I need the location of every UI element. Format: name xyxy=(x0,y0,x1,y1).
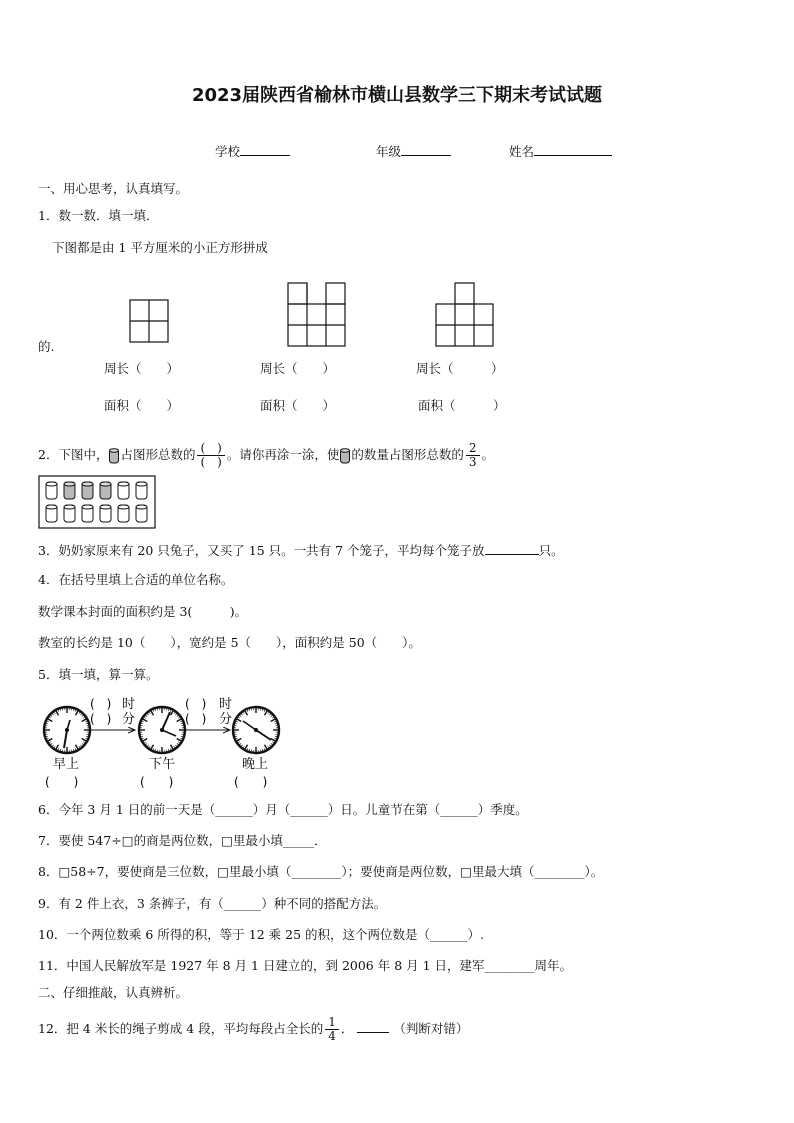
clock-tick xyxy=(168,749,169,751)
q1-perimeter-2[interactable]: 周长（ ） xyxy=(260,361,336,376)
clock-tick xyxy=(174,746,175,748)
arrow1-hour-unit: 时 xyxy=(122,697,136,712)
cylinder-icon[interactable] xyxy=(64,505,75,522)
clock-tick xyxy=(48,719,52,722)
arrow2-hour-unit: 时 xyxy=(219,697,233,712)
grade-label: 年级 xyxy=(376,144,402,159)
clock-tick xyxy=(274,721,276,722)
clock-tick xyxy=(51,715,52,716)
clock-tick xyxy=(85,721,87,722)
clock-tick xyxy=(149,746,150,748)
question-11[interactable]: 11．中国人民解放军是 1927 年 8 月 1 日建立的，到 2006 年 8 月 1 日，建军________周年。 xyxy=(38,958,573,973)
q12-text-c: （判断对错） xyxy=(393,1021,469,1036)
clock-tick xyxy=(240,715,241,716)
clock-tick xyxy=(49,717,51,718)
clock-tick xyxy=(83,742,85,743)
q1-area-1[interactable]: 面积（ ） xyxy=(104,398,180,413)
clock-tick xyxy=(264,748,265,750)
clock-tick xyxy=(56,745,59,749)
cylinder-icon[interactable] xyxy=(82,505,93,522)
clock-tick xyxy=(54,746,55,748)
cylinder-box xyxy=(38,475,156,529)
q2-target-fraction: $\frac{2}{3}$ xyxy=(466,442,480,469)
q12-fraction: $\frac{1}{4}$ xyxy=(325,1016,339,1043)
question-4-label: 4．在括号里填上合适的单位名称。 xyxy=(38,572,234,587)
clock-tick xyxy=(54,712,55,714)
clock-tick xyxy=(245,711,248,715)
clock-tick xyxy=(262,749,263,751)
clock-tick xyxy=(243,712,244,714)
q2-text-d: 的数量占图形总数的 xyxy=(351,447,464,462)
clock-tick xyxy=(153,710,154,712)
arrow1-hour-blank: ( ) xyxy=(90,697,112,711)
clock-tick xyxy=(268,712,269,714)
clock-tick xyxy=(171,711,174,715)
arrow2-minute-unit: 分 xyxy=(219,712,233,727)
clock-tick xyxy=(274,738,276,739)
clock-tick xyxy=(76,711,79,715)
arrow2-minute-blank: ( ) xyxy=(185,712,207,726)
cylinder-icon[interactable] xyxy=(46,482,57,499)
clock-tick xyxy=(60,709,61,711)
q3-blank[interactable] xyxy=(485,541,539,555)
clock-tick xyxy=(171,745,174,749)
q1-area-3[interactable]: 面积（ ） xyxy=(418,398,506,413)
clock1-answer: ( ) xyxy=(45,775,79,789)
clock-tick xyxy=(249,749,250,751)
clock-tick xyxy=(141,736,143,737)
clock-tick xyxy=(240,743,241,744)
question-2 xyxy=(38,442,494,469)
clock3-answer: ( ) xyxy=(234,775,268,789)
question-1-suffix: 的. xyxy=(38,339,55,354)
clock-tick xyxy=(151,745,154,749)
clock-tick xyxy=(238,717,240,718)
clock-tick xyxy=(151,711,154,715)
clock-tick xyxy=(86,736,88,737)
clock-tick xyxy=(177,715,178,716)
clock-tick xyxy=(46,736,48,737)
clock-tick xyxy=(241,745,242,746)
clock-tick xyxy=(271,743,272,744)
clock-tick xyxy=(178,717,180,718)
clock-tick xyxy=(265,745,268,749)
clock-tick xyxy=(181,736,183,737)
clock-tick xyxy=(155,709,156,711)
clock-tick xyxy=(181,723,183,724)
q3-text-b: 只。 xyxy=(538,543,564,558)
clock-tick xyxy=(146,743,147,744)
school-label: 学校 xyxy=(215,144,241,159)
clock-tick xyxy=(82,743,83,744)
clock-tick xyxy=(237,719,241,722)
figure-castle xyxy=(288,283,345,346)
clock-tick xyxy=(241,714,242,715)
clock-tick xyxy=(177,739,181,742)
clock-tick xyxy=(272,742,274,743)
clock-tick xyxy=(51,743,52,744)
clock-tick xyxy=(56,711,59,715)
clock-tick xyxy=(177,719,181,722)
clock2-answer: ( ) xyxy=(140,775,174,789)
q1-perimeter-1[interactable]: 周长（ ） xyxy=(104,361,180,376)
clock-tick xyxy=(48,739,52,742)
clock-tick xyxy=(83,717,85,718)
clock-tick xyxy=(236,738,238,739)
clock-tick xyxy=(153,748,154,750)
question-1-intro: 下图都是由 1 平方厘米的小正方形拼成 xyxy=(52,240,268,255)
clock-tick xyxy=(269,745,270,746)
clock-tick xyxy=(175,745,176,746)
clock-tick xyxy=(46,723,48,724)
section-heading-2: 二、仔细推敲，认真辨析。 xyxy=(38,985,189,1000)
question-8[interactable]: 8．□58÷7，要使商是三位数，□里最小填（________）；要使商是两位数，□里最大填（________）。 xyxy=(38,864,604,879)
cylinder-shaded-icon[interactable] xyxy=(64,482,75,499)
clock-tick xyxy=(235,723,237,724)
clock-tick xyxy=(180,738,182,739)
clock-diagram xyxy=(30,692,300,792)
clock-tick xyxy=(147,745,148,746)
clock-tick xyxy=(143,739,147,742)
clock-tick xyxy=(174,712,175,714)
cylinder-shaded-icon[interactable] xyxy=(100,482,111,499)
clock-tick xyxy=(235,736,237,737)
clock-tick xyxy=(82,739,86,742)
question-1-label: 1．数一数．填一填． xyxy=(38,208,159,223)
question-4-line1[interactable]: 数学课本封面的面积约是 3( )。 xyxy=(38,604,248,619)
clock-tick xyxy=(170,710,171,712)
clock-tick xyxy=(247,748,248,750)
clock-tick xyxy=(52,745,53,746)
question-10[interactable]: 10．一个两位数乘 6 所得的积，等于 12 乘 25 的积，这个两位数是（______）. xyxy=(38,927,484,942)
clock-tick xyxy=(75,710,76,712)
q2-text-a: 2．下图中， xyxy=(38,447,109,462)
clock-tick xyxy=(237,739,241,742)
clock2-label: 下午 xyxy=(149,757,176,772)
q2-answer-fraction[interactable]: $\frac{( )}{( )}$ xyxy=(197,442,224,469)
clock-tick xyxy=(60,749,61,751)
q1-perimeter-3[interactable]: 周长（ ） xyxy=(416,361,504,376)
clock-tick xyxy=(73,749,74,751)
q2-text-b: 占图形总数的 xyxy=(120,447,196,462)
clock-tick xyxy=(168,709,169,711)
q12-blank[interactable] xyxy=(357,1019,389,1033)
q3-text-a: 3．奶奶家原来有 20 只兔子，又买了 15 只。一共有 7 个笼子，平均每个笼子放 xyxy=(38,543,485,558)
clock-tick xyxy=(178,742,180,743)
cylinder-icon[interactable] xyxy=(118,505,129,522)
clock-tick xyxy=(155,749,156,751)
clock-tick xyxy=(271,739,275,742)
clock-tick xyxy=(73,709,74,711)
question-7[interactable]: 7．要使 547÷□的商是两位数，□里最小填_____． xyxy=(38,833,327,848)
clock-center xyxy=(65,728,68,731)
clock-tick xyxy=(47,721,49,722)
clock-tick xyxy=(265,711,268,715)
clock-tick xyxy=(272,717,274,718)
clock-center xyxy=(254,728,257,731)
clock-tick xyxy=(146,715,147,716)
clock-tick xyxy=(275,723,277,724)
arrow2-hour-blank: ( ) xyxy=(185,697,207,711)
clock-tick xyxy=(180,721,182,722)
clock-tick xyxy=(58,748,59,750)
clock-tick xyxy=(247,710,248,712)
clock-tick xyxy=(236,721,238,722)
q2-text-e: 。 xyxy=(481,447,495,462)
clock-tick xyxy=(76,745,79,749)
clock1-label: 早上 xyxy=(53,757,80,772)
cylinder-icon[interactable] xyxy=(46,505,57,522)
clock-tick xyxy=(85,738,87,739)
clock-tick xyxy=(142,738,144,739)
clock-tick xyxy=(264,710,265,712)
q12-text-b: ． xyxy=(340,1021,354,1036)
clock-tick xyxy=(82,715,83,716)
cylinder-shaded-icon xyxy=(108,447,120,465)
cylinder-shaded-icon xyxy=(339,447,351,465)
clock-tick xyxy=(142,721,144,722)
question-4-line2[interactable]: 教室的长约是 10（ ），宽约是 5（ ），面积约是 50（ ）。 xyxy=(38,635,421,650)
question-6[interactable]: 6．今年 3 月 1 日的前一天是（______）月（______）日。儿童节在第（______）季度。 xyxy=(38,802,528,817)
clock-tick xyxy=(147,714,148,715)
clock-tick xyxy=(143,719,147,722)
figure-tower xyxy=(436,283,493,346)
clock-tick xyxy=(177,743,178,744)
clock-tick xyxy=(268,746,269,748)
clock-tick xyxy=(149,712,150,714)
cylinder-icon[interactable] xyxy=(118,482,129,499)
q1-area-2[interactable]: 面积（ ） xyxy=(260,398,336,413)
cylinder-shaded-icon[interactable] xyxy=(82,482,93,499)
clock-tick xyxy=(275,736,277,737)
clock-tick xyxy=(79,746,80,748)
clock-tick xyxy=(86,723,88,724)
clock-tick xyxy=(82,719,86,722)
clock-tick xyxy=(47,738,49,739)
clock-tick xyxy=(141,723,143,724)
clock-tick xyxy=(58,710,59,712)
clock-tick xyxy=(238,742,240,743)
clock-tick xyxy=(245,745,248,749)
q2-text-c: 。请你再涂一涂，使 xyxy=(226,447,340,462)
figure-2x2 xyxy=(130,300,168,342)
clock-center xyxy=(160,728,163,731)
question-5-label: 5．填一填，算一算。 xyxy=(38,667,159,682)
cylinder-icon[interactable] xyxy=(136,482,147,499)
question-3 xyxy=(38,541,564,559)
clock-tick xyxy=(79,712,80,714)
question-9[interactable]: 9．有 2 件上衣，3 条裤子，有（______）种不同的搭配方法。 xyxy=(38,896,387,911)
q12-text-a: 12．把 4 米长的绳子剪成 4 段，平均每段占全长的 xyxy=(38,1021,324,1036)
clock-tick xyxy=(144,717,146,718)
clock-tick xyxy=(75,748,76,750)
clock-tick xyxy=(80,745,81,746)
cylinder-icon[interactable] xyxy=(100,505,111,522)
clock-tick xyxy=(271,715,272,716)
arrow1-minute-unit: 分 xyxy=(122,712,136,727)
clock-tick xyxy=(49,742,51,743)
section-heading-1: 一、用心思考，认真填写。 xyxy=(38,181,189,196)
clock-tick xyxy=(80,714,81,715)
clock-tick xyxy=(269,714,270,715)
clock-tick xyxy=(271,719,275,722)
cylinder-icon[interactable] xyxy=(136,505,147,522)
clock-tick xyxy=(262,709,263,711)
clock-tick xyxy=(170,748,171,750)
clock-tick xyxy=(144,742,146,743)
clock-tick xyxy=(175,714,176,715)
name-label: 姓名 xyxy=(509,144,535,159)
question-12 xyxy=(38,1016,468,1043)
page-title: 2023届陕西省榆林市横山县数学三下期末考试试题 xyxy=(191,85,603,106)
clock-tick xyxy=(249,709,250,711)
arrow1-minute-blank: ( ) xyxy=(90,712,112,726)
clock-tick xyxy=(243,746,244,748)
clock-tick xyxy=(52,714,53,715)
clock3-label: 晚上 xyxy=(242,757,269,772)
